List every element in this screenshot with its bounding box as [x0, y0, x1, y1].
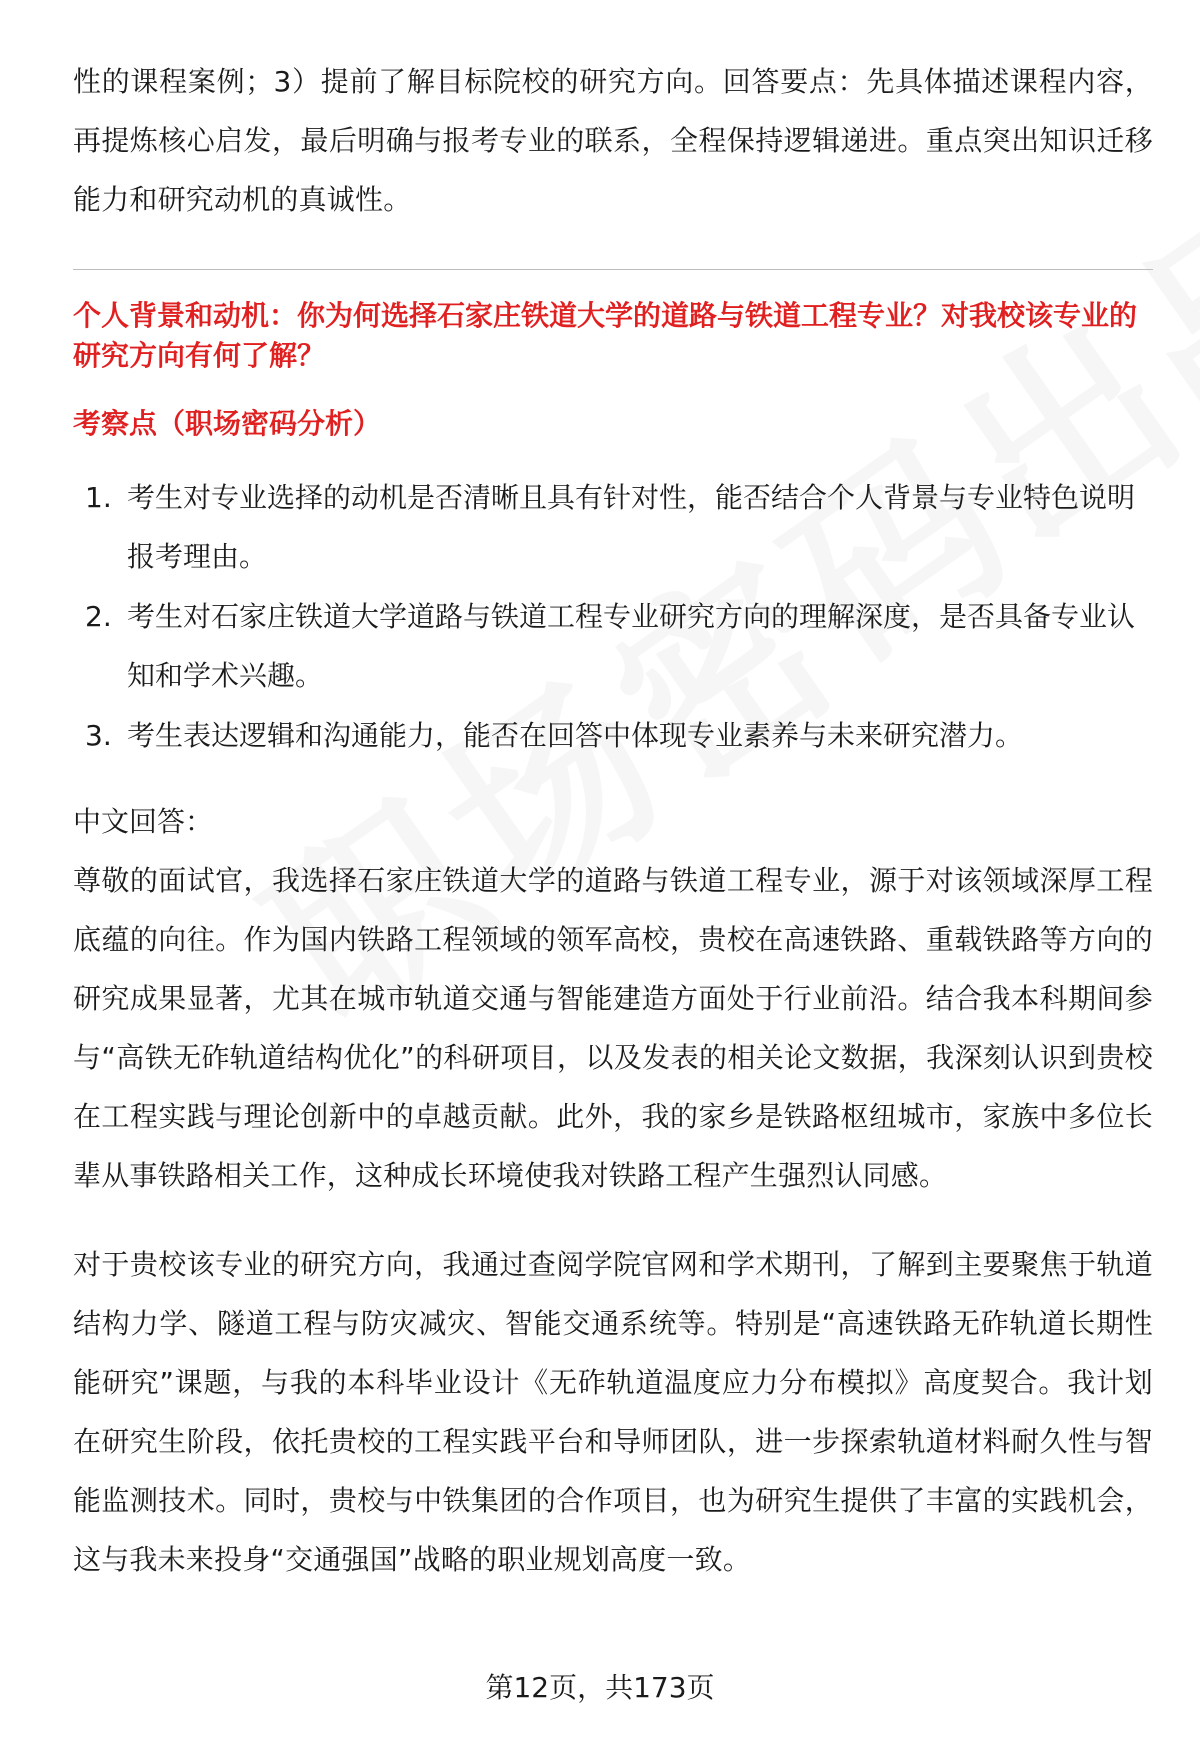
assessment-points-list	[73, 468, 1153, 765]
list-item-number: 3.	[85, 719, 112, 752]
intro-paragraph: 性的课程案例；3）提前了解目标院校的研究方向。回答要点：先具体描述课程内容，再提炼核心启发，最后明确与报考专业的联系，全程保持逻辑递进。重点突出知识迁移能力和研究动机的真诚性。	[73, 65, 1153, 216]
list-item-number: 2.	[85, 600, 112, 633]
paragraph-gap	[73, 1205, 1153, 1235]
list-item-number: 1.	[85, 481, 112, 514]
list-item-text: 考生对专业选择的动机是否清晰且具有针对性，能否结合个人背景与专业特色说明报考理由。	[127, 481, 1136, 573]
section-divider	[73, 269, 1153, 270]
list-item	[73, 587, 1153, 705]
assessment-subhead: 考察点（职场密码分析）	[73, 407, 382, 440]
question-title: 个人背景和动机：你为何选择石家庄铁道大学的道路与铁道工程专业？对我校该专业的研究方向有何了解？	[73, 299, 1138, 372]
answer-paragraph-2: 对于贵校该专业的研究方向，我通过查阅学院官网和学术期刊，了解到主要聚焦于轨道结构力学、隧道工程与防灾减灾、智能交通系统等。特别是“高速铁路无砟轨道长期性能研究”课题，与我的本科毕业设计《无砟轨道温度应力分布模拟》高度契合。我计划在研究生阶段，依托贵校的工程实践平台和导师团队，进一步探索轨道材料耐久性与智能监测技术。同时，贵校与中铁集团的合作项目，也为研究生提供了丰富的实践机会，这与我未来投身“交通强国”战略的职业规划高度一致。	[73, 1248, 1153, 1576]
document-page	[73, 52, 1153, 1589]
list-item	[73, 468, 1153, 586]
list-item-text: 考生对石家庄铁道大学道路与铁道工程专业研究方向的理解深度，是否具备专业认知和学术兴趣。	[127, 600, 1136, 692]
answer-label: 中文回答：	[73, 805, 214, 838]
page-number-footer: 第12页，共173页	[485, 1671, 715, 1704]
list-item	[73, 706, 1153, 765]
list-item-text: 考生表达逻辑和沟通能力，能否在回答中体现专业素养与未来研究潜力。	[127, 719, 1024, 752]
answer-paragraph-1: 尊敬的面试官，我选择石家庄铁道大学的道路与铁道工程专业，源于对该领域深厚工程底蕴的向往。作为国内铁路工程领域的领军高校，贵校在高速铁路、重载铁路等方向的研究成果显著，尤其在城市轨道交通与智能建造方面处于行业前沿。结合我本科期间参与“高铁无砟轨道结构优化”的科研项目，以及发表的相关论文数据，我深刻认识到贵校在工程实践与理论创新中的卓越贡献。此外，我的家乡是铁路枢纽城市，家族中多位长辈从事铁路相关工作，这种成长环境使我对铁路工程产生强烈认同感。	[73, 864, 1153, 1192]
